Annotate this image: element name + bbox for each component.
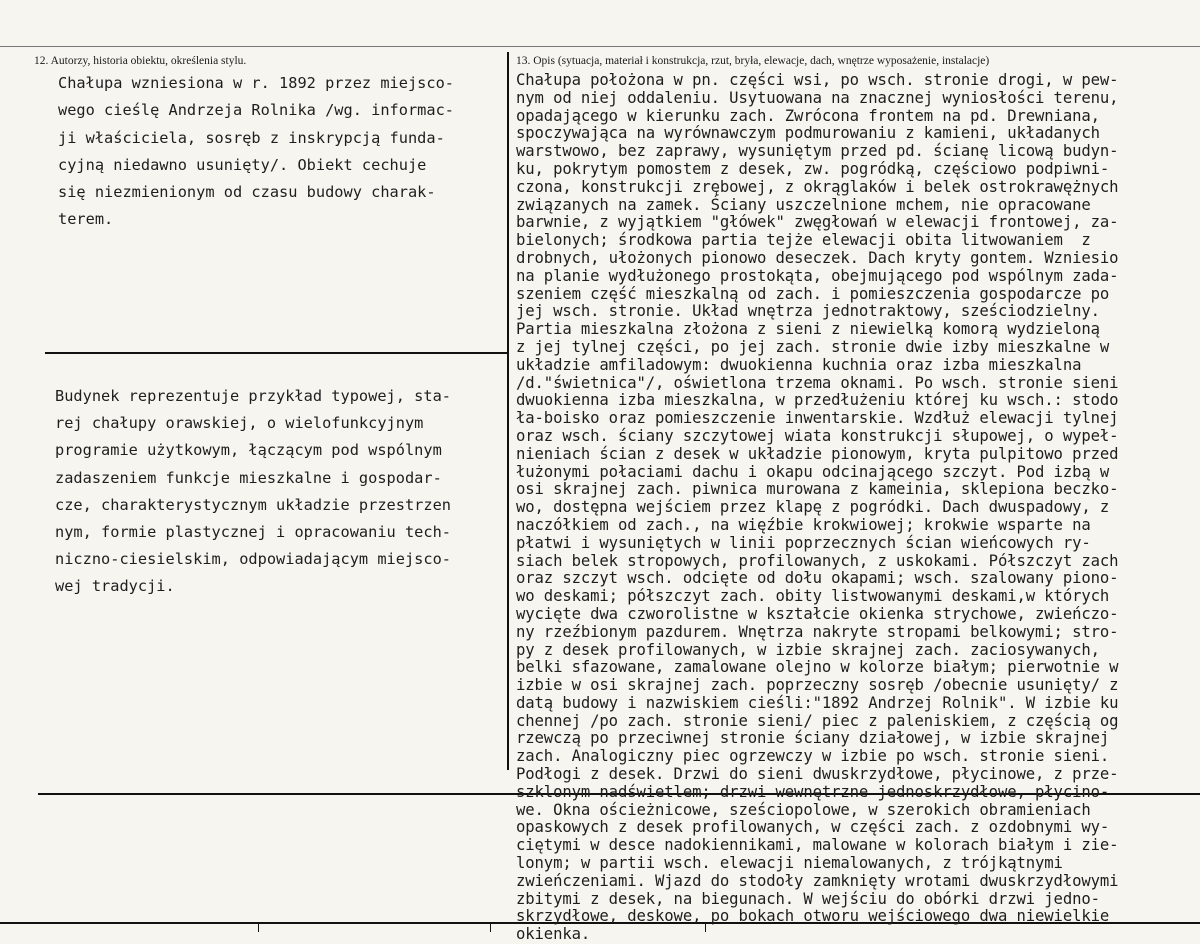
typed-line: warstwowo, bez zaprawy, wysuniętym przed pd. ścianę licową budyn- — [516, 142, 1119, 161]
typed-line: zach. Analogiczny piec ogrzewczy w izbie po wsch. stronie sieni. — [516, 747, 1110, 766]
typed-line: zbitymi z desek, na biegunach. W wejściu do obórki drzwi jedno- — [516, 889, 1100, 908]
typed-line: Chałupa położona w pn. części wsi, po wsch. stronie drogi, w pew- — [516, 71, 1119, 89]
description-text — [516, 72, 1118, 944]
typed-line: we. Okna ościeżnicowe, sześciopolowe, w szerokich obramieniach — [516, 800, 1091, 819]
typed-line: z jej tylnej części, po jej zach. stronie dwie izby mieszkalne w — [516, 337, 1110, 356]
column-separator-line — [507, 52, 509, 770]
typed-line: naczółkiem od zach., na więźbie krokwiowej; krokwie wsparte na — [516, 515, 1091, 534]
typed-line: cyjną niedawno usunięty/. Obiekt cechuje — [58, 155, 427, 174]
typed-line: płatwi i wysuniętych w linii poprzecznych ścian wieńcowych ry- — [516, 533, 1091, 552]
authors-history-text — [58, 70, 454, 234]
section-12-label: 12. Autorzy, historia obiektu, określenia stylu. — [34, 55, 247, 67]
section-13-label: 13. Opis (sytuacja, materiał i konstrukcja, rzut, bryła, elewacje, dach, wnętrze wyposażenie, instalacje) — [516, 55, 990, 67]
typed-line: wego cieślę Andrzeja Rolnika /wg. informac- — [58, 101, 455, 120]
typed-line: izbie w osi skrajnej zach. poprzeczny sosręb /obecnie usunięty/ z — [516, 676, 1119, 695]
typed-line: nym od niej oddaleniu. Usytuowana na znacznej wyniosłości terenu, — [516, 88, 1119, 107]
typed-line: nym, formie plastycznej i opracowaniu tech- — [55, 523, 452, 542]
typed-line: czona, konstrukcji zrębowej, z okrąglaków i belek ostrokrawężnych — [516, 177, 1119, 196]
typed-line: dwuokienna izba mieszkalna, w przedłużeniu której ku wsch.: stodo — [516, 391, 1119, 410]
typed-line: ny rzeźbionym pazdurem. Wnętrza nakryte stropami belkowymi; stro- — [516, 622, 1119, 641]
typed-line: oraz wsch. ściany szczytowej wiata konstrukcji słupowej, o wypeł- — [516, 426, 1119, 445]
typed-line: szklonym nadświetlem; drzwi wewnętrzne jednoskrzydłowe, płycino- — [516, 782, 1110, 801]
typed-line: łużonymi połaciami dachu i okapu odcinającego szczyt. Pod izbą w — [516, 462, 1110, 481]
typed-line: osi skrajnej zach. piwnica murowana z kameinia, sklepiona beczko- — [516, 480, 1119, 499]
typed-line: ła-boisko oraz pomieszczenie inwentarskie. Wzdłuż elewacji tylnej — [516, 409, 1119, 428]
typed-line: okienka. — [516, 925, 591, 944]
typed-line: się niezmienionym od czasu budowy charak- — [58, 183, 436, 202]
typed-line: rej chałupy orawskiej, o wielofunkcyjnym — [55, 414, 424, 433]
typed-line: oraz szczyt wsch. odcięte od dołu okapami; wsch. szalowany piono- — [516, 569, 1119, 588]
typed-line: spoczywająca na wyrównawczym podmurowaniu z kamieni, układanych — [516, 124, 1100, 143]
typed-line: terem. — [58, 210, 114, 229]
typed-line: /d."świetnica"/, oświetlona trzema oknami. Po wsch. stronie sieni — [516, 373, 1119, 392]
typed-line: wej tradycji. — [55, 577, 175, 596]
typed-line: drobnych, ułożonych pionowo deseczek. Dach kryty gontem. Wzniesio — [516, 248, 1119, 267]
typed-line: nieniach ścian z desek w układzie pionowym, kryta pulpitowo przed — [516, 444, 1119, 463]
typed-line: zadaszeniem funkcje mieszkalne i gospodar- — [55, 468, 442, 487]
left-column-divider-line — [45, 352, 507, 354]
typed-line: belki sfazowane, zamalowane olejno w kolorze białym; pierwotnie w — [516, 658, 1119, 677]
typed-line: datą budowy i nazwiskiem cieśli:"1892 Andrzej Rolnik". W izbie ku — [516, 693, 1119, 712]
typed-line: lonym; w partii wsch. elewacji niemalowanych, z trójkątnymi — [516, 854, 1063, 873]
typed-line: wo deskami; półszczyt zach. obity listwowanymi deskami,w których — [516, 587, 1110, 606]
typed-line: jej wsch. stronie. Układ wnętrza jednotraktowy, sześciodzielny. — [516, 302, 1100, 321]
typed-line: py z desek profilowanych, w izbie skrajnej zach. zaciosywanych, — [516, 640, 1100, 659]
typed-line: Partia mieszkalna złożona z sieni z niewielką komorą wydzieloną — [516, 320, 1100, 339]
typed-line: układzie amfiladowym: dwuokienna kuchnia oraz izba mieszkalna — [516, 355, 1082, 374]
typed-line: zwieńczeniami. Wjazd do stodoły zamknięty wrotami dwuskrzydłowymi — [516, 871, 1119, 890]
typed-line: rzewczą po przeciwnej stronie ściany działowej, w izbie skrajnej — [516, 729, 1110, 748]
typed-line: ku, pokrytym pomostem z desek, zw. pogródką, częściowo podpiwni- — [516, 159, 1110, 178]
typed-line: skrzydłowe, deskowe, po bokach otworu wejściowego dwa niewielkie — [516, 907, 1110, 926]
bottom-tick-1 — [258, 922, 259, 932]
typed-line: programie użytkowym, łączącym pod wspólnym — [55, 441, 442, 460]
typed-line: na planie wydłużonego prostokąta, obejmującego pod wspólnym zada- — [516, 266, 1119, 285]
typed-line: wo, dostępna wejściem przez klapę z pogródki. Dach dwuspadowy, z — [516, 498, 1110, 517]
typed-line: związanych na zamek. Ściany uszczelnione mchem, nie opracowane — [516, 195, 1091, 214]
typed-line: chennej /po zach. stronie sieni/ piec z paleniskiem, z częścią og — [516, 711, 1119, 730]
typed-line: opaskowych z desek profilowanych, w części zach. z ozdobnymi wy- — [516, 818, 1110, 837]
typed-line: niczno-ciesielskim, odpowiadającym miejsco- — [55, 550, 452, 569]
typed-line: bielonych; środkowa partia tejże elewacji obita litwowaniem z — [516, 231, 1091, 250]
typed-line: barwnie, z wyjątkiem "główek" zwęgłowań w elewacji frontowej, za- — [516, 213, 1119, 232]
typed-line: opadającego w kierunku zach. Zwrócona frontem na pd. Drewniana, — [516, 106, 1100, 125]
bottom-tick-2 — [490, 922, 491, 932]
typed-line: szeniem część mieszkalną od zach. i pomieszczenia gospodarcze po — [516, 284, 1110, 303]
typed-line: Budynek reprezentuje przykład typowej, sta- — [55, 387, 452, 405]
top-frame-line — [0, 46, 1200, 47]
typed-line: ji właściciela, sosręb z inskrypcją funda- — [58, 128, 445, 147]
typed-line: Podłogi z desek. Drzwi do sieni dwuskrzydłowe, płycinowe, z prze- — [516, 765, 1119, 784]
typed-line: wycięte dwa czworolistne w kształcie okienka strychowe, zwieńczo- — [516, 604, 1119, 623]
typed-line: cze, charakterystycznym układzie przestrzen — [55, 495, 452, 514]
style-assessment-text — [55, 383, 451, 601]
typed-line: Chałupa wzniesiona w r. 1892 przez miejsco- — [58, 74, 455, 92]
typed-line: siach belek stropowych, profilowanych, z uskokami. Półszczyt zach — [516, 551, 1119, 570]
typed-line: ciętymi w desce nadokiennikami, malowane w kolorach białym i zie- — [516, 836, 1119, 855]
